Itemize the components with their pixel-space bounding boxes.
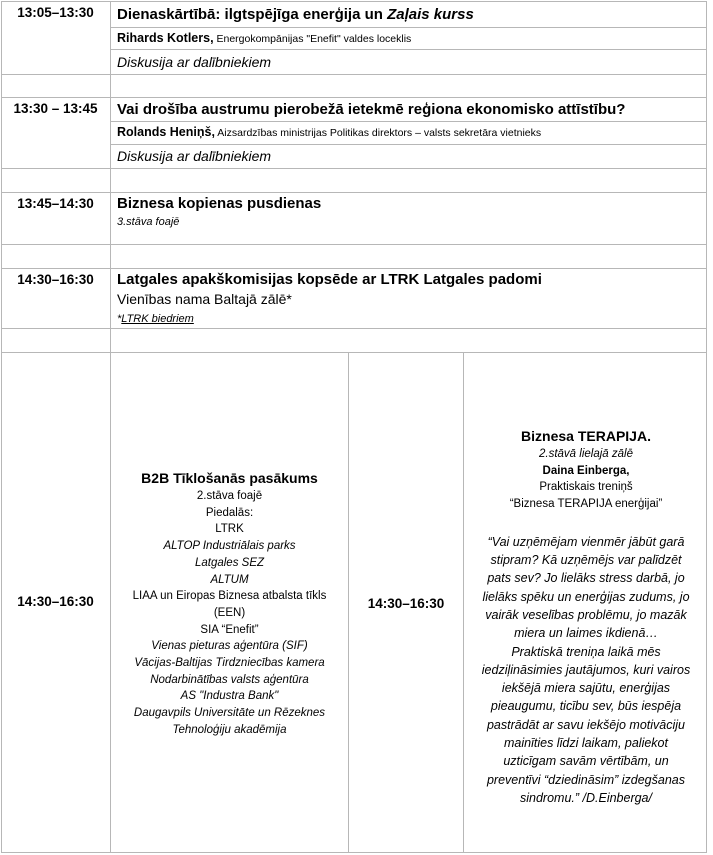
business-therapy-cell	[467, 427, 705, 807]
participants-label: Piedalās:	[205, 506, 254, 519]
quote-line: “Vai uzņēmējam vienmēr jābūt garā	[487, 534, 685, 549]
session-title: Biznesa kopienas pusdienas	[117, 195, 322, 212]
quote-line: Praktiskā treniņa laikā mēs	[511, 644, 661, 659]
participant-item: LTRK	[215, 523, 244, 536]
therapy-speaker: Daina Einberga,	[542, 464, 630, 477]
quote-line: pastrādāt ar savu iekšējo motivāciju	[486, 717, 685, 732]
quote-line: mainīties līdzi laikam, paliekot	[504, 736, 668, 751]
speaker-name: Rihards Kotlers,	[117, 31, 214, 45]
row-divider	[1, 192, 707, 193]
row-divider	[110, 144, 707, 145]
participant-item: ALTOP Industriālais parks	[163, 540, 296, 553]
participant-item: Tehnoloģiju akadēmija	[172, 723, 287, 736]
quote-line: uzticīgam savām vērtībām, un	[503, 754, 669, 769]
participant-item: SIA “Enefit”	[200, 623, 259, 636]
speaker-line	[117, 124, 707, 141]
speaker-line	[117, 30, 707, 47]
quote-line: stipram? Kā uzņēmējs var palīdzēt	[490, 553, 682, 568]
venue-note	[117, 312, 707, 326]
row-divider	[1, 852, 707, 853]
therapy-location-text: 2.stāvā lielajā zālē	[539, 448, 633, 460]
participant-item: Vienas pieturas aģentūra (SIF)	[151, 640, 308, 653]
quote-line: vairāk veselības problēmu, jo mazāk	[485, 608, 687, 622]
members-link[interactable]: LTRK biedriem	[121, 313, 194, 325]
therapy-quote	[467, 533, 705, 807]
therapy-title: Biznesa TERAPIJA.	[521, 428, 651, 444]
row-divider	[110, 49, 707, 50]
row-divider	[1, 352, 707, 353]
row-divider	[1, 328, 707, 329]
row-divider	[1, 268, 707, 269]
session-location: 3.stāva foajē	[117, 216, 180, 228]
quote-line: lielāks spēku un enerģijas zudums, jo	[482, 589, 690, 604]
row-divider	[110, 121, 707, 122]
participant-item: Daugavpils Universitāte un Rēzeknes	[133, 707, 326, 720]
session-title-text: Dienaskārtībā: ilgtspējīga enerģija un	[117, 6, 388, 23]
quote-line: iekšējā miera sajūtu, enerģijas	[501, 681, 671, 696]
quote-line: pats sev? Jo lielāks stress darbā, jo	[487, 571, 685, 586]
participant-item: AS "Industra Bank"	[180, 690, 279, 703]
note-star: *	[117, 313, 122, 325]
session-title-italic: Zaļais kurss	[387, 6, 474, 23]
row-divider	[1, 1, 707, 2]
column-divider	[1, 1, 2, 853]
quote-line: preventīvi “dziedināsim” izdegšanas	[486, 772, 685, 787]
participant-item: LIAA un Eiropas Biznesa atbalsta tīkls	[132, 590, 327, 603]
session-time: 14:30–16:30	[17, 594, 94, 609]
participant-item: Nodarbinātības valsts aģentūra	[150, 673, 309, 686]
row-divider	[110, 27, 707, 28]
speaker-role: Aizsardzības ministrijas Politikas direktors – valsts sekretāra vietnieks	[214, 127, 542, 139]
therapy-speaker-role: Praktiskais treniņš	[539, 481, 633, 494]
b2b-networking-cell	[111, 468, 348, 739]
therapy-location	[467, 446, 705, 463]
speaker-name: Rolands Heniņš,	[117, 125, 215, 139]
session-time: 13:05–13:30	[17, 5, 94, 20]
quote-line: iedziļināsimies jautājumos, kuri vairos	[481, 662, 691, 677]
quote-line: miera un laimes ikdienā…	[514, 626, 658, 641]
session-venue: Vienības nama Baltajā zālē*	[117, 291, 292, 307]
quote-line: pieaugumu, ticību sev, būs iespēja	[490, 699, 682, 714]
participants-list	[111, 521, 348, 738]
session-title: Latgales apakškomisijas kopsēde ar LTRK Latgales padomi	[117, 271, 542, 288]
spacer	[467, 513, 705, 533]
row-divider	[1, 168, 707, 169]
session-time: 13:30 – 13:45	[13, 101, 98, 116]
participant-item: (EEN)	[213, 606, 246, 619]
session-time: 14:30–16:30	[367, 596, 445, 611]
session-title: Vai drošība austrumu pierobežā ietekmē reģiona ekonomisko attīstību?	[117, 101, 626, 118]
participant-item: Latgales SEZ	[194, 556, 265, 569]
speaker-role: Energokompānijas "Enefit" valdes loceklis	[213, 33, 412, 45]
row-divider	[1, 97, 707, 98]
row-divider	[1, 74, 707, 75]
quote-line: sindromu.” /D.Einberga/	[519, 790, 652, 805]
session-time: 14:30–16:30	[17, 272, 94, 287]
row-divider	[1, 244, 707, 245]
participant-item: Vācijas-Baltijas Tirdzniecības kamera	[134, 657, 325, 670]
column-divider	[463, 352, 464, 853]
participant-item: ALTUM	[210, 573, 249, 586]
discussion-label: Diskusija ar dalībniekiem	[117, 148, 272, 164]
b2b-title: B2B Tīklošanās pasākums	[141, 470, 318, 486]
therapy-training-name: “Biznesa TERAPIJA enerģijai”	[509, 498, 663, 511]
discussion-label: Diskusija ar dalībniekiem	[117, 54, 272, 70]
session-title	[117, 5, 707, 24]
session-time: 13:45–14:30	[17, 196, 94, 211]
b2b-location: 2.stāva foajē	[196, 490, 263, 502]
